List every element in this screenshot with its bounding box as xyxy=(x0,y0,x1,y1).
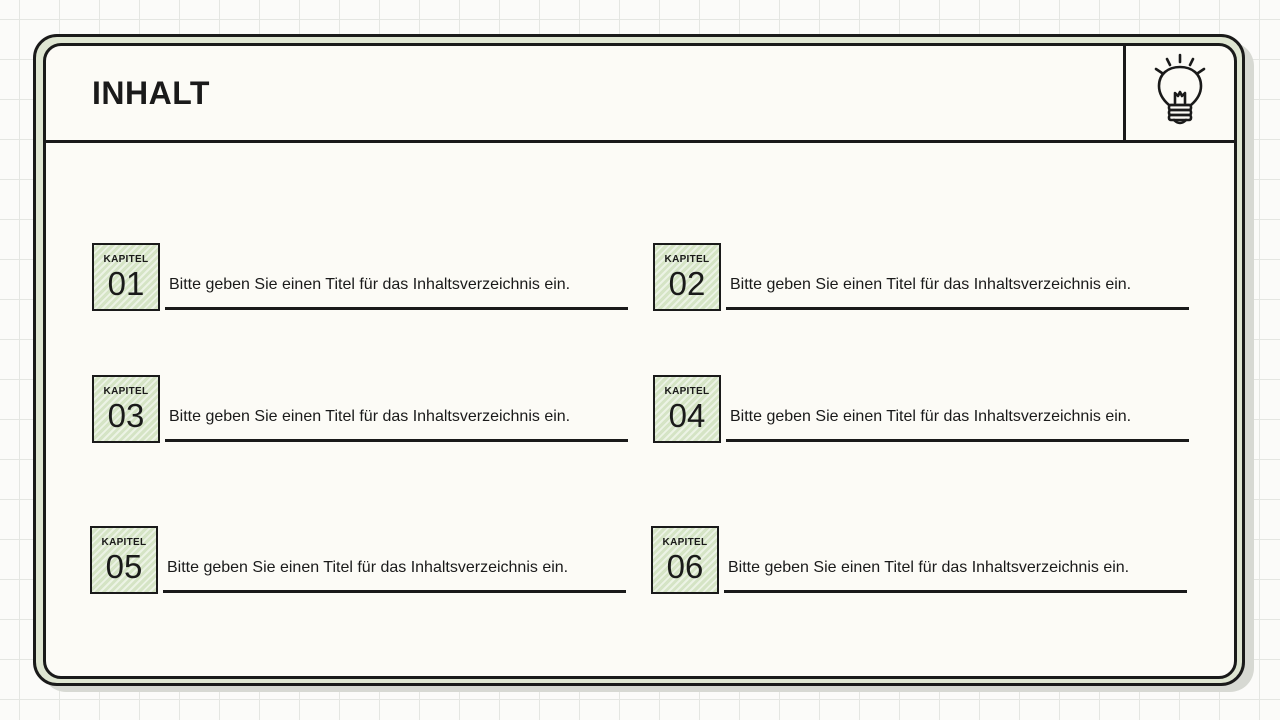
chapter-underline xyxy=(724,590,1187,593)
chapter-badge xyxy=(653,375,721,443)
chapter-number: 05 xyxy=(105,548,143,585)
chapter-entry-01 xyxy=(92,243,692,311)
chapter-entry-06 xyxy=(651,526,1237,594)
chapter-entry-02 xyxy=(653,243,1237,311)
content-card xyxy=(43,43,1237,679)
chapter-title: Bitte geben Sie einen Titel für das Inhaltsverzeichnis ein. xyxy=(728,559,1130,576)
chapter-underline xyxy=(165,307,628,310)
chapter-number: 02 xyxy=(668,265,706,302)
chapter-number: 01 xyxy=(107,265,145,302)
chapter-label: KAPITEL xyxy=(664,254,710,265)
chapter-underline xyxy=(726,307,1189,310)
header-bar xyxy=(46,46,1234,143)
chapter-title: Bitte geben Sie einen Titel für das Inhaltsverzeichnis ein. xyxy=(730,408,1132,425)
chapter-underline xyxy=(163,590,626,593)
chapter-title: Bitte geben Sie einen Titel für das Inhaltsverzeichnis ein. xyxy=(730,276,1132,293)
chapter-entry-05 xyxy=(90,526,690,594)
chapter-label: KAPITEL xyxy=(103,386,149,397)
chapter-badge xyxy=(92,375,160,443)
icon-box xyxy=(1123,46,1234,140)
chapter-underline xyxy=(165,439,628,442)
chapter-number: 03 xyxy=(107,397,145,434)
chapter-label: KAPITEL xyxy=(662,537,708,548)
chapter-number: 06 xyxy=(666,548,704,585)
chapter-badge xyxy=(92,243,160,311)
chapter-title: Bitte geben Sie einen Titel für das Inhaltsverzeichnis ein. xyxy=(167,559,569,576)
lightbulb-icon xyxy=(1150,53,1210,129)
chapter-title: Bitte geben Sie einen Titel für das Inhaltsverzeichnis ein. xyxy=(169,408,571,425)
page-title: INHALT xyxy=(92,75,210,111)
chapter-badge xyxy=(651,526,719,594)
chapter-badge xyxy=(653,243,721,311)
chapter-label: KAPITEL xyxy=(103,254,149,265)
chapter-underline xyxy=(726,439,1189,442)
chapter-label: KAPITEL xyxy=(664,386,710,397)
chapter-title: Bitte geben Sie einen Titel für das Inhaltsverzeichnis ein. xyxy=(169,276,571,293)
chapter-entry-03 xyxy=(92,375,692,443)
chapter-number: 04 xyxy=(668,397,706,434)
chapter-label: KAPITEL xyxy=(101,537,147,548)
chapter-entry-04 xyxy=(653,375,1237,443)
chapter-badge xyxy=(90,526,158,594)
